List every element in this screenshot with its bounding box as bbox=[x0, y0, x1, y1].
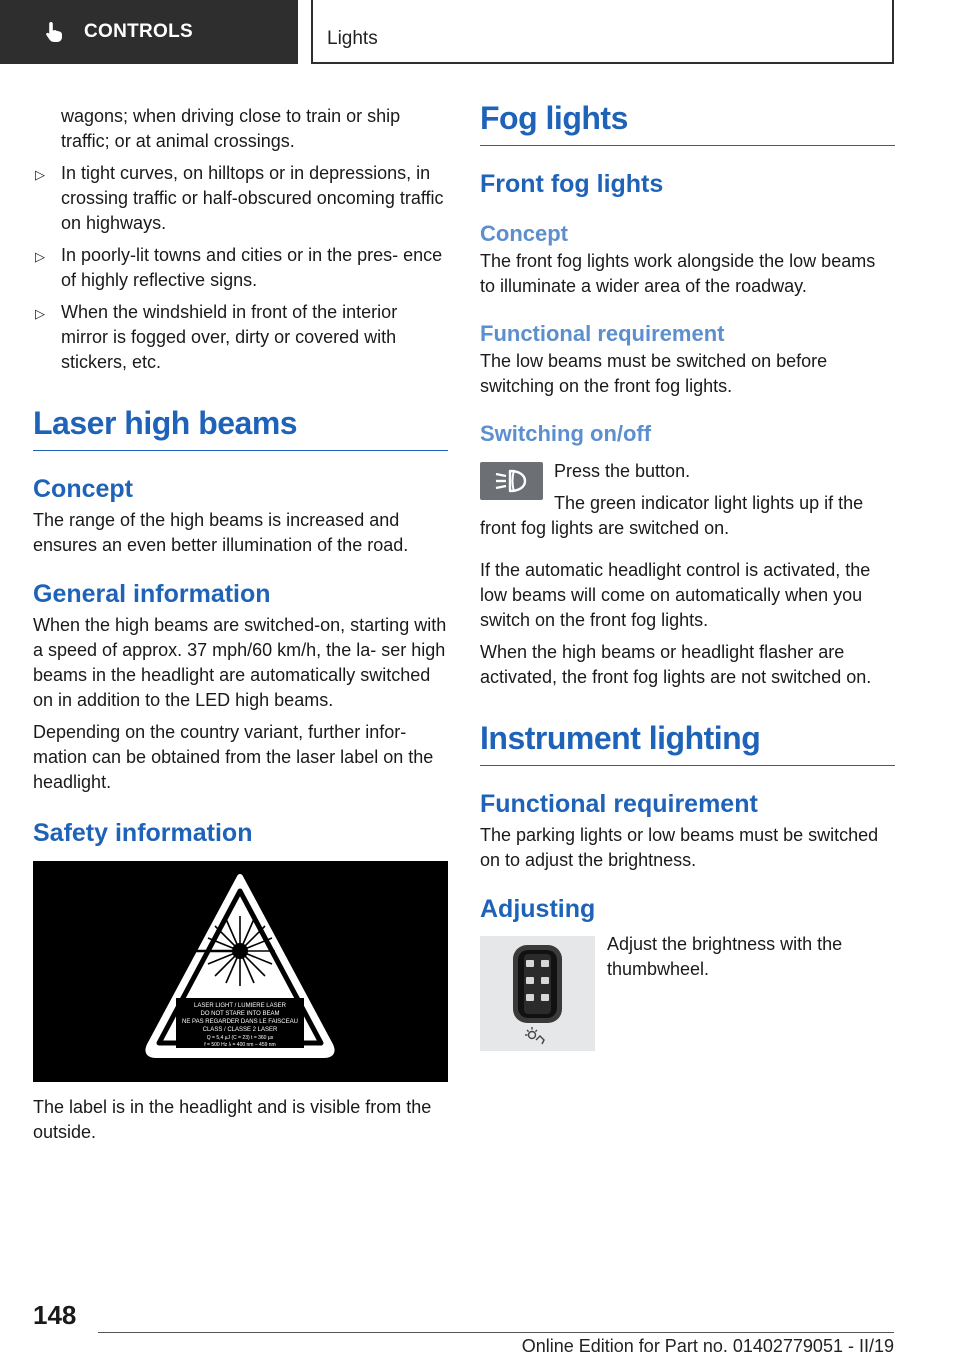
thumbwheel-icon bbox=[480, 936, 595, 1051]
triangle-bullet-icon: ▷ bbox=[35, 306, 45, 321]
bullet-continuation: wagons; when driving close to train or ship traffic; or at animal crossings. bbox=[61, 106, 401, 151]
fog-concept-heading: Concept bbox=[480, 221, 568, 246]
label-location-text: The label is in the headlight and is visible from the outside. bbox=[33, 1097, 432, 1142]
general-information-heading: General information bbox=[33, 580, 271, 608]
front-fog-lights-heading: Front fog lights bbox=[480, 170, 664, 198]
instrument-functional-requirement-text: The parking lights or low beams must be switched on to adjust the brightness. bbox=[480, 825, 879, 870]
laser-label-line-5: Q = 5,4 µJ (C = 23) t = 360 µs bbox=[206, 1035, 274, 1041]
hand-pointer-icon bbox=[42, 20, 66, 44]
laser-label-line-4: CLASS / CLASSE 2 LASER bbox=[202, 1027, 278, 1033]
high-beam-text: When the high beams or headlight flasher are activated, the front fog lights are not switched on. bbox=[480, 642, 872, 687]
switching-block bbox=[480, 459, 895, 541]
general-text-1: When the high beams are switched-on, starting with a speed of approx. 37 mph/60 km/h, the la‐ ser high beams in the headlight are automatically switched on in addition to the LED high beams. bbox=[33, 615, 447, 710]
fog-lights-title: Fog lights bbox=[480, 100, 895, 146]
thumbwheel-image bbox=[480, 936, 595, 1051]
left-column bbox=[33, 100, 448, 1145]
safety-information-heading: Safety information bbox=[33, 819, 253, 847]
chapter-box bbox=[311, 0, 894, 64]
laser-high-beams-title: Laser high beams bbox=[33, 405, 448, 451]
laser-label-line-3: NE PAS REGARDER DANS LE FAISCEAU bbox=[182, 1019, 298, 1025]
list-item: ▷ In tight curves, on hilltops or in depressions, in crossing traffic or half-obscured oncoming traffic on highways. bbox=[35, 163, 444, 233]
instrument-lighting-title: Instrument lighting bbox=[480, 720, 895, 766]
adjusting-heading: Adjusting bbox=[480, 895, 596, 923]
page-header bbox=[0, 0, 960, 66]
fog-functional-requirement-text: The low beams must be switched on before switching on the front fog lights. bbox=[480, 351, 828, 396]
list-item: ▷ In poorly-lit towns and cities or in the pres‐ ence of highly reflective signs. bbox=[35, 245, 443, 290]
front-fog-light-button bbox=[480, 462, 543, 500]
concept-heading: Concept bbox=[33, 475, 133, 503]
auto-headlight-text: If the automatic headlight control is activated, the low beams will come on automatically when you switch on the front fog lights. bbox=[480, 560, 871, 630]
fog-concept-text: The front fog lights work alongside the low beams to illuminate a wider area of the roadway. bbox=[480, 251, 876, 296]
laser-label-line-1: LASER LIGHT / LUMIERE LASER bbox=[194, 1003, 286, 1009]
switching-heading: Switching on/off bbox=[480, 421, 652, 446]
instrument-functional-requirement-heading: Functional requirement bbox=[480, 790, 758, 818]
section-label: CONTROLS bbox=[84, 21, 194, 42]
adjust-brightness-text: Adjust the brightness with the thumbwheel. bbox=[607, 934, 843, 979]
indicator-text: The green indicator light lights up if the front fog lights are switched on. bbox=[480, 493, 864, 538]
front-fog-light-icon bbox=[492, 467, 532, 495]
section-tab bbox=[0, 0, 298, 64]
chapter-label: Lights bbox=[327, 28, 378, 49]
concept-text: The range of the high beams is increased and ensures an even better illumination of the road. bbox=[33, 510, 409, 555]
laser-label-line-6: f = 500 Hz λ = 400 nm – 459 nm bbox=[204, 1042, 276, 1048]
footer-divider bbox=[98, 1332, 894, 1333]
laser-label-line-2: DO NOT STARE INTO BEAM bbox=[200, 1011, 280, 1017]
page-number: 148 bbox=[33, 1300, 77, 1330]
triangle-bullet-icon: ▷ bbox=[35, 167, 45, 182]
press-button-text: Press the button. bbox=[554, 461, 691, 481]
general-text-2: Depending on the country variant, further infor‐ mation can be obtained from the laser label on the headlight. bbox=[33, 722, 434, 792]
laser-warning-label-image bbox=[33, 861, 448, 1082]
online-edition-text: Online Edition for Part no. 01402779051 - II/19 bbox=[521, 1336, 894, 1356]
bullet-list bbox=[33, 161, 448, 375]
laser-warning-triangle-icon bbox=[33, 861, 448, 1082]
fog-functional-requirement-heading: Functional requirement bbox=[480, 321, 725, 346]
adjusting-block bbox=[480, 936, 895, 1051]
triangle-bullet-icon: ▷ bbox=[35, 249, 45, 264]
list-item: ▷ When the windshield in front of the interior mirror is fogged over, dirty or covered with stickers, etc. bbox=[35, 302, 398, 372]
right-column bbox=[480, 100, 895, 1051]
